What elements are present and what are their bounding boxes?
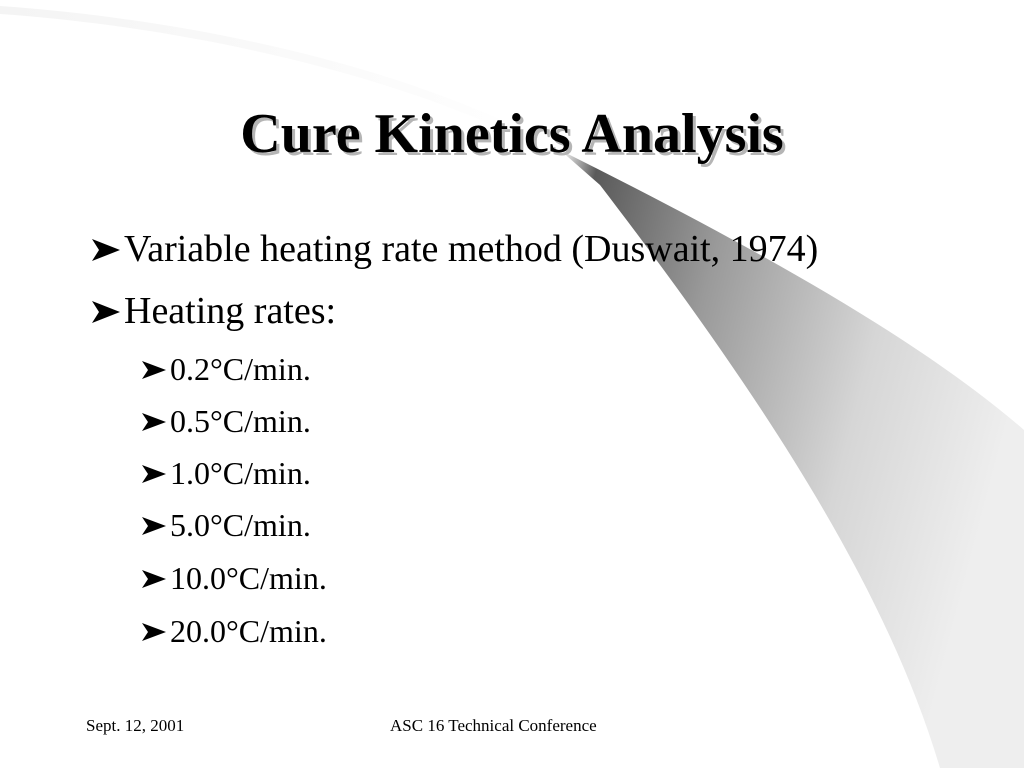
slide-title: Cure Kinetics Analysis [240, 103, 784, 165]
sub-bullet-text: 0.2°C/min. [170, 351, 311, 387]
bullet-item [90, 288, 336, 334]
sub-bullet-item [140, 349, 311, 389]
arrow-bullet-icon [140, 568, 170, 590]
sub-bullet-text: 20.0°C/min. [170, 613, 327, 649]
sub-bullet-text: 1.0°C/min. [170, 455, 311, 491]
sub-bullet-item [140, 505, 311, 545]
arrow-bullet-icon [140, 359, 170, 381]
sub-bullet-item [140, 611, 327, 651]
sub-bullet-text: 0.5°C/min. [170, 403, 311, 439]
arrow-bullet-icon [140, 515, 170, 537]
arrow-bullet-icon [90, 237, 124, 263]
footer-date: Sept. 12, 2001 [86, 716, 185, 735]
arrow-bullet-icon [140, 463, 170, 485]
footer-conference: ASC 16 Technical Conference [390, 716, 597, 735]
arrow-bullet-icon [140, 621, 170, 643]
arrow-bullet-icon [90, 299, 124, 325]
sub-bullet-item [140, 558, 327, 598]
sub-bullet-item [140, 453, 311, 493]
bullet-text: Heating rates: [124, 290, 337, 332]
sub-bullet-item [140, 401, 311, 441]
bullet-text: Variable heating rate method (Duswait, 1974) [124, 228, 819, 270]
arrow-bullet-icon [140, 411, 170, 433]
bullet-item [90, 226, 818, 272]
sub-bullet-text: 5.0°C/min. [170, 507, 311, 543]
sub-bullet-text: 10.0°C/min. [170, 560, 327, 596]
